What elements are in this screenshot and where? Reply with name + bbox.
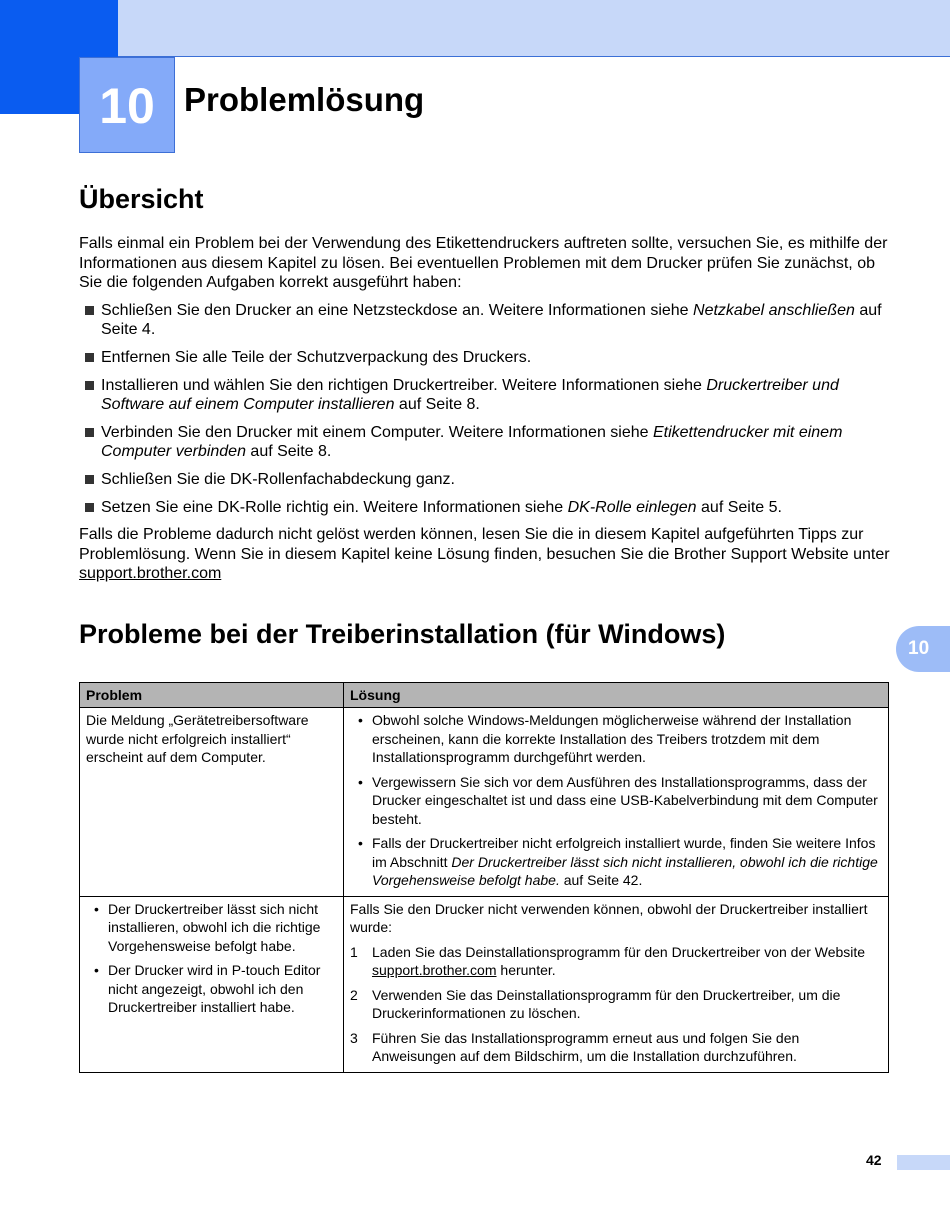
list-item: 1 Laden Sie das Deinstallationsprogramm für den Druckertreiber von der Website support.brother.com herunter.: [350, 943, 866, 978]
header-band: [0, 0, 950, 56]
chapter-title: Problemlösung: [184, 81, 425, 118]
square-bullet-icon: [85, 306, 94, 315]
chapter-side-tab[interactable]: 10: [896, 626, 950, 672]
list-item: 2 Verwenden Sie das Deinstallationsprogramm für den Druckertreiber, um die Druckerinformationen zu löschen.: [350, 986, 841, 1021]
list-item: • Der Druckertreiber lässt sich nicht installieren, obwohl ich die richtige Vorgehensweise befolgt habe.: [94, 900, 321, 954]
square-bullet-icon: [85, 475, 94, 484]
checklist-item: Installieren und wählen Sie den richtigen Druckertreiber. Weitere Informationen siehe Druckertreiber und Software auf einem Computer installieren auf Seite 8.: [79, 376, 894, 415]
solution-list: [350, 711, 882, 890]
solution-steps: [350, 943, 882, 1066]
overview-intro: Falls einmal ein Problem bei der Verwendung des Etikettendruckers auftreten sollte, versuchen Sie, es mithilfe der Informationen aus diesem Kapitel zu lösen. Bei eventuellen Problemen mit dem Drucker prüfen Sie zunächst, ob Sie die folgenden Aufgaben korrekt ausgeführt haben:: [79, 235, 888, 292]
page-number: 42: [866, 1152, 882, 1168]
overview-outro: Falls die Probleme dadurch nicht gelöst werden können, lesen Sie die in diesem Kapitel aufgeführten Tipps zur Problemlösung. Wenn Sie in diesem Kapitel keine Lösung finden, besuchen Sie die Brother Support Website unter support.brother.com: [79, 526, 890, 583]
list-item: • Der Drucker wird in P-touch Editor nicht angezeigt, obwohl ich den Druckertreiber installiert habe.: [94, 962, 321, 1015]
bullet-icon: •: [358, 835, 363, 851]
checklist-item: Setzen Sie eine DK-Rolle richtig ein. Weitere Informationen siehe DK-Rolle einlegen auf Seite 5.: [79, 498, 894, 518]
bullet-icon: •: [358, 773, 363, 790]
checklist-item: Verbinden Sie den Drucker mit einem Computer. Weitere Informationen siehe Etikettendrucker mit einem Computer verbinden auf Seite 8.: [79, 423, 894, 462]
checklist: [79, 301, 894, 517]
cross-reference[interactable]: Druckertreiber und Software auf einem Computer installieren: [101, 376, 839, 414]
step-number: 2: [350, 986, 358, 1003]
step-number: 3: [350, 1029, 358, 1046]
chapter-number: 10: [79, 57, 175, 153]
square-bullet-icon: [85, 353, 94, 362]
checklist-item: Schließen Sie den Drucker an eine Netzsteckdose an. Weitere Informationen siehe Netzkabel anschließen auf Seite 4.: [79, 301, 894, 340]
header-rule: [118, 56, 950, 57]
problem-cell: [80, 896, 344, 1072]
bullet-icon: •: [358, 712, 363, 728]
cross-reference[interactable]: Der Druckertreiber lässt sich nicht installieren, obwohl ich die richtige Vorgehensweise befolgt habe.: [372, 853, 878, 888]
list-item: • Vergewissern Sie sich vor dem Ausführen des Installationsprogramms, dass der Drucker eingeschaltet ist und dass eine USB-Kabelverbindung mit dem Computer besteht.: [358, 773, 878, 827]
page-number-bar: [897, 1155, 950, 1170]
square-bullet-icon: [85, 503, 94, 512]
checklist-item: Schließen Sie die DK-Rollenfachabdeckung ganz.: [79, 470, 894, 490]
table-row: [80, 896, 889, 1072]
driver-section-heading: Probleme bei der Treiberinstallation (für Windows): [79, 619, 726, 649]
list-item: • Falls der Druckertreiber nicht erfolgreich installiert wurde, finden Sie weitere Infos im Abschnitt Der Druckertreiber lässt sich nicht installieren, obwohl ich die richtige Vorgehensweise befolgt habe. auf Seite 42.: [358, 835, 878, 888]
solution-cell: [344, 896, 889, 1072]
solution-intro: Falls Sie den Drucker nicht verwenden können, obwohl der Druckertreiber installiert wurde:: [350, 900, 868, 935]
column-header-solution: Lösung: [344, 683, 889, 708]
list-item: 3 Führen Sie das Installationsprogramm erneut aus und folgen Sie den Anweisungen auf dem Bildschirm, um die Installation durchzuführen.: [350, 1029, 800, 1064]
solution-cell: [344, 708, 889, 897]
table-row: [80, 708, 889, 897]
list-item: • Obwohl solche Windows-Meldungen möglicherweise während der Installation erscheinen, kann die korrekte Installation des Treibers trotzdem mit dem Installationsprogramm durchgeführt werden.: [358, 712, 852, 765]
overview-heading: Übersicht: [79, 184, 204, 214]
column-header-problem: Problem: [80, 683, 344, 708]
checklist-item: Entfernen Sie alle Teile der Schutzverpackung des Druckers.: [79, 348, 894, 368]
cross-reference[interactable]: DK-Rolle einlegen: [567, 498, 697, 516]
bullet-icon: •: [94, 962, 99, 978]
problem-cell: Die Meldung „Gerätetreibersoftware wurde nicht erfolgreich installiert“ erscheint auf dem Computer.: [80, 708, 344, 897]
troubleshooting-table: [79, 682, 889, 1073]
square-bullet-icon: [85, 428, 94, 437]
table-header-row: [80, 683, 889, 708]
cross-reference[interactable]: Etikettendrucker mit einem Computer verbinden: [101, 423, 843, 461]
support-link[interactable]: support.brother.com: [79, 565, 222, 583]
square-bullet-icon: [85, 381, 94, 390]
step-number: 1: [350, 943, 358, 960]
overview-body: [79, 234, 894, 584]
cross-reference[interactable]: Netzkabel anschließen: [693, 301, 855, 319]
support-link[interactable]: support.brother.com: [372, 962, 497, 978]
bullet-icon: •: [94, 900, 99, 917]
problem-list: [86, 900, 337, 1017]
